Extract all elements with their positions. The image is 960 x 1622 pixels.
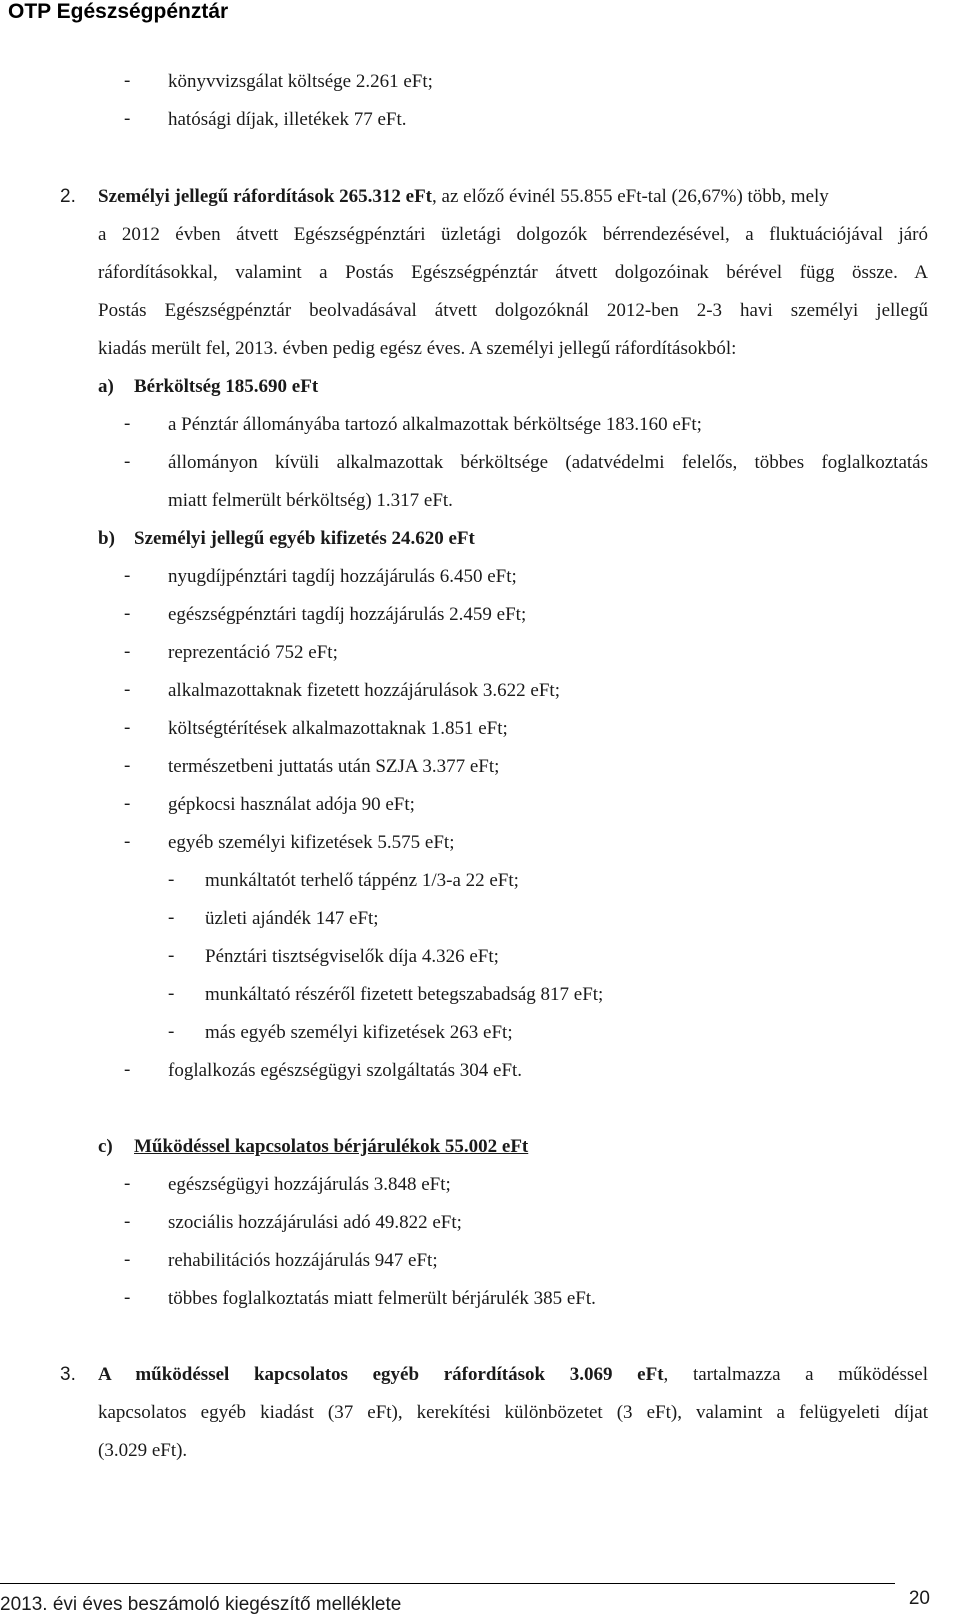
section2-line3: ráfordításokkal, valamint a Postás Egészségpénztár átvett dolgozóinak bérével függ össze. A <box>98 262 928 283</box>
section2-line1 <box>98 185 829 209</box>
list-item-continuation: miatt felmerült bérköltség) 1.317 eFt. <box>168 490 453 511</box>
sub-label-c: c) <box>98 1136 113 1157</box>
list-dash: - <box>124 1059 131 1080</box>
list-item: egészségügyi hozzájárulás 3.848 eFt; <box>168 1174 451 1195</box>
list-dash: - <box>124 108 131 129</box>
sub-heading-a: Bérköltség 185.690 eFt <box>134 376 319 397</box>
list-dash: - <box>124 603 131 624</box>
list-dash: - <box>124 755 131 776</box>
sub-label-a: a) <box>98 376 114 397</box>
sub-list-dash: - <box>168 907 175 928</box>
list-dash: - <box>124 641 131 662</box>
footer-caption: 2013. évi éves beszámoló kiegészítő melléklete <box>0 1594 402 1615</box>
sub-list-item: Pénztári tisztségviselők díja 4.326 eFt; <box>205 946 499 967</box>
section2-line5: kiadás merült fel, 2013. évben pedig egész éves. A személyi jellegű ráfordításokból: <box>98 338 737 359</box>
sub-heading-c: Működéssel kapcsolatos bérjárulékok 55.002 eFt <box>134 1136 529 1157</box>
section2-heading: Személyi jellegű ráfordítások 265.312 eFt <box>98 186 433 207</box>
list-item: foglalkozás egészségügyi szolgáltatás 304 eFt. <box>168 1060 523 1081</box>
list-dash: - <box>124 1287 131 1308</box>
section3-line2: kapcsolatos egyéb kiadást (37 eFt), kerekítési különbözetet (3 eFt), valamint a felügyeleti díjat <box>98 1402 928 1423</box>
sub-label-b: b) <box>98 528 115 549</box>
list-dash: - <box>124 451 131 472</box>
list-item: szociális hozzájárulási adó 49.822 eFt; <box>168 1212 462 1233</box>
list-item: természetbeni juttatás után SZJA 3.377 eFt; <box>168 756 500 777</box>
sub-list-item: munkáltató részéről fizetett betegszabadság 817 eFt; <box>205 984 604 1005</box>
sub-list-dash: - <box>168 1021 175 1042</box>
sub-list-item: üzleti ajándék 147 eFt; <box>205 908 379 929</box>
section-number: 3. <box>60 1364 76 1385</box>
section3-line1 <box>98 1363 928 1387</box>
list-dash: - <box>124 70 131 91</box>
list-item: rehabilitációs hozzájárulás 947 eFt; <box>168 1250 438 1271</box>
list-dash: - <box>124 793 131 814</box>
list-item: egészségpénztári tagdíj hozzájárulás 2.459 eFt; <box>168 604 527 625</box>
list-item: költségtérítések alkalmazottaknak 1.851 eFt; <box>168 718 508 739</box>
list-item: alkalmazottaknak fizetett hozzájárulások 3.622 eFt; <box>168 680 560 701</box>
list-item: nyugdíjpénztári tagdíj hozzájárulás 6.450 eFt; <box>168 566 517 587</box>
sub-list-dash: - <box>168 983 175 1004</box>
sub-heading-b: Személyi jellegű egyéb kifizetés 24.620 eFt <box>134 528 475 549</box>
section-number: 2. <box>60 186 76 207</box>
section2-line4: Postás Egészségpénztár beolvadásával átvett dolgozóknál 2012-ben 2-3 havi személyi jellegű <box>98 300 928 321</box>
section2-line2: a 2012 évben átvett Egészségpénztári üzletági dolgozók bérrendezésével, a fluktuációjával járó <box>98 224 928 245</box>
sub-list-item: más egyéb személyi kifizetések 263 eFt; <box>205 1022 513 1043</box>
list-item: könyvvizsgálat költsége 2.261 eFt; <box>168 71 433 92</box>
section3-line3: (3.029 eFt). <box>98 1440 188 1461</box>
sub-list-dash: - <box>168 869 175 890</box>
section2-line1-rest: , az előző évinél 55.855 eFt-tal (26,67%) több, mely <box>432 186 829 207</box>
list-item: a Pénztár állományába tartozó alkalmazottak bérköltsége 183.160 eFt; <box>168 414 702 435</box>
page-number: 20 <box>908 1588 930 1609</box>
footer-divider <box>0 1583 895 1584</box>
section3-heading: A működéssel kapcsolatos egyéb ráfordítások 3.069 eFt <box>98 1364 664 1385</box>
list-item: többes foglalkoztatás miatt felmerült bérjárulék 385 eFt. <box>168 1288 596 1309</box>
list-dash: - <box>124 1211 131 1232</box>
list-item: reprezentáció 752 eFt; <box>168 642 338 663</box>
section3-line1-rest: , tartalmazza a működéssel <box>663 1364 928 1385</box>
list-dash: - <box>124 717 131 738</box>
list-dash: - <box>124 413 131 434</box>
list-dash: - <box>124 1249 131 1270</box>
sub-list-item: munkáltatót terhelő táppénz 1/3-a 22 eFt; <box>205 870 519 891</box>
page-header-title: OTP Egészségpénztár <box>8 0 229 23</box>
sub-list-dash: - <box>168 945 175 966</box>
list-item: egyéb személyi kifizetések 5.575 eFt; <box>168 832 455 853</box>
list-dash: - <box>124 565 131 586</box>
list-item: gépkocsi használat adója 90 eFt; <box>168 794 415 815</box>
list-item: hatósági díjak, illetékek 77 eFt. <box>168 109 407 130</box>
list-dash: - <box>124 831 131 852</box>
list-item: állományon kívüli alkalmazottak bérköltsége (adatvédelmi felelős, többes foglalkoztatás <box>168 452 928 473</box>
list-dash: - <box>124 1173 131 1194</box>
list-dash: - <box>124 679 131 700</box>
